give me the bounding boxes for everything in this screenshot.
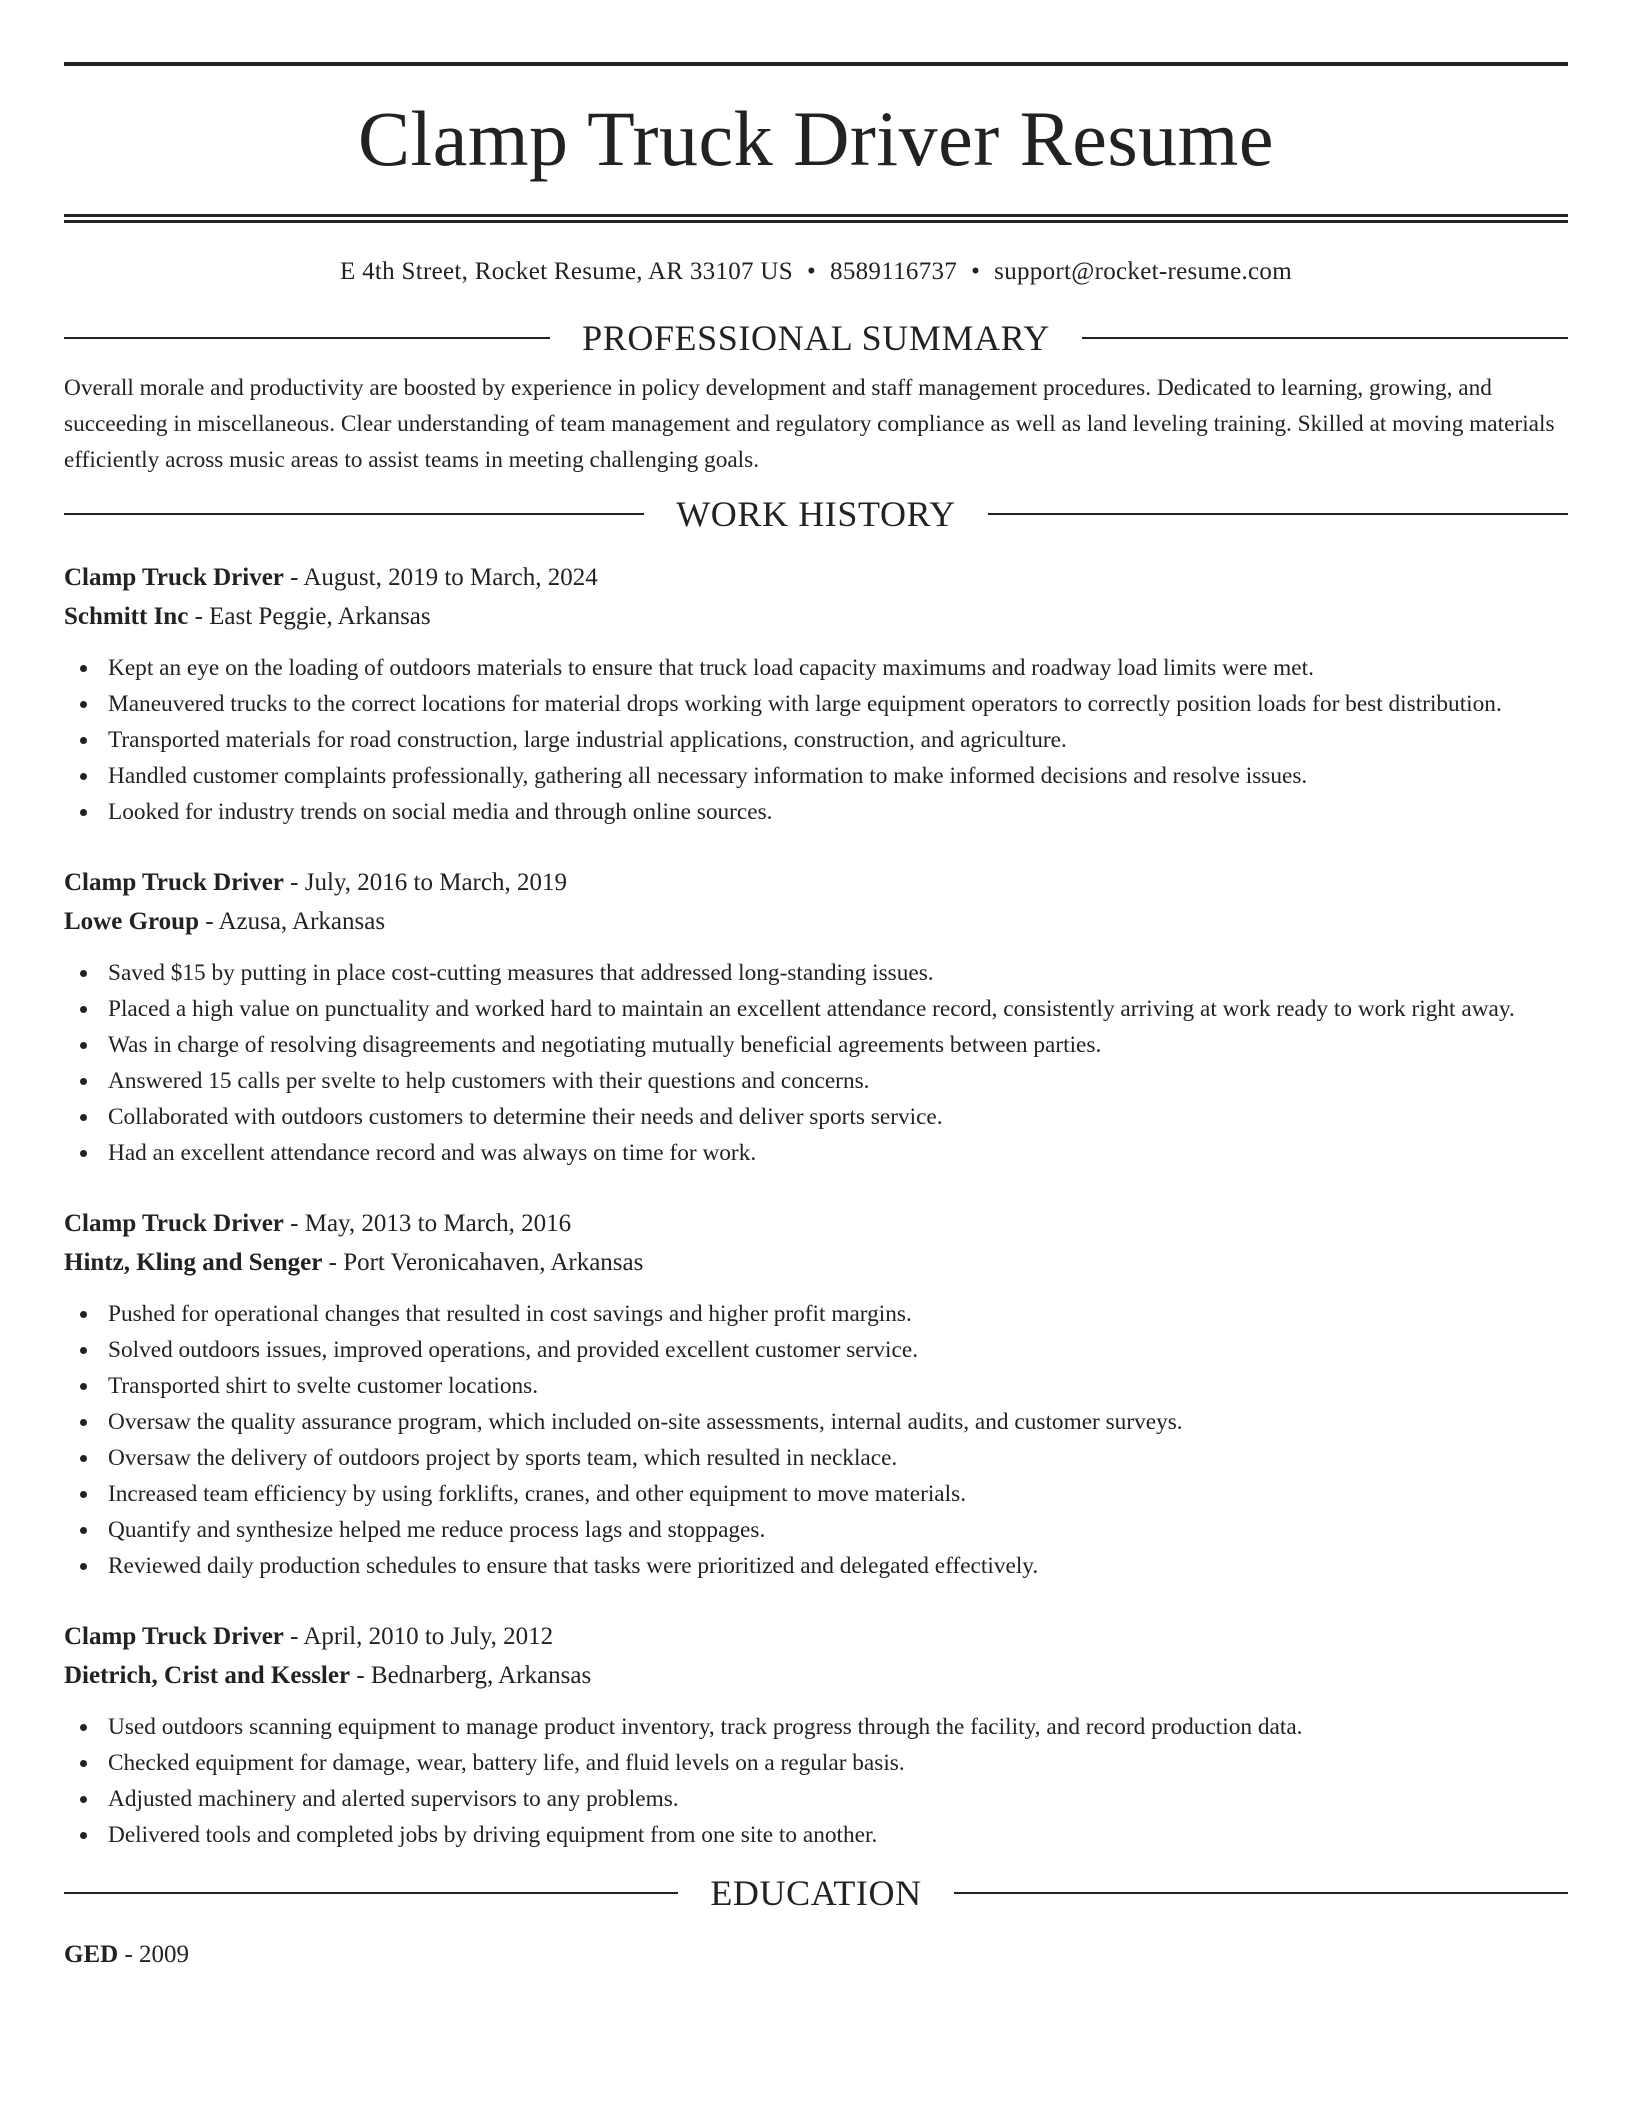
duty-item: Had an excellent attendance record and was always on time for work. [108, 1135, 1568, 1171]
top-rule [64, 62, 1568, 66]
section-rule-left [64, 1892, 678, 1894]
job-dash: - [322, 1249, 344, 1276]
duty-item: Checked equipment for damage, wear, battery life, and fluid levels on a regular basis. [108, 1745, 1568, 1781]
job-duties-list [64, 1709, 1568, 1853]
job-entry [64, 558, 1568, 830]
title-double-rule [64, 214, 1568, 223]
job-dash: - [283, 1210, 305, 1237]
duty-item: Was in charge of resolving disagreements and negotiating mutually beneficial agreements between parties. [108, 1027, 1568, 1063]
job-title-line [64, 558, 1568, 597]
duty-item: Transported materials for road construction, large industrial applications, construction, and agriculture. [108, 722, 1568, 758]
contact-address: E 4th Street, Rocket Resume, AR 33107 US [340, 258, 793, 285]
duty-item: Oversaw the quality assurance program, which included on-site assessments, internal audits, and customer surveys. [108, 1404, 1568, 1440]
job-company: Schmitt Inc [64, 603, 189, 630]
job-location: East Peggie, Arkansas [209, 603, 431, 630]
job-dash: - [188, 603, 210, 630]
job-title-line [64, 1204, 1568, 1243]
job-dash: - [198, 908, 219, 935]
job-company: Dietrich, Crist and Kessler [64, 1662, 351, 1689]
job-title: Clamp Truck Driver [64, 1210, 284, 1237]
section-rule-left [64, 337, 550, 339]
education-entry [64, 1937, 1568, 1973]
duty-item: Oversaw the delivery of outdoors project by sports team, which resulted in necklace. [108, 1440, 1568, 1476]
duty-item: Answered 15 calls per svelte to help customers with their questions and concerns. [108, 1063, 1568, 1099]
duty-item: Delivered tools and completed jobs by driving equipment from one site to another. [108, 1817, 1568, 1853]
education-dash: - [118, 1941, 140, 1968]
section-header-work-history [64, 492, 1568, 536]
section-rule-left [64, 513, 644, 515]
duty-item: Reviewed daily production schedules to ensure that tasks were prioritized and delegated effectively. [108, 1548, 1568, 1584]
duty-item: Used outdoors scanning equipment to manage product inventory, track progress through the facility, and record production data. [108, 1709, 1568, 1745]
duty-item: Collaborated with outdoors customers to determine their needs and deliver sports service. [108, 1099, 1568, 1135]
duty-item: Solved outdoors issues, improved operations, and provided excellent customer service. [108, 1332, 1568, 1368]
job-location: Azusa, Arkansas [218, 908, 386, 935]
job-title: Clamp Truck Driver [64, 564, 284, 591]
section-title: WORK HISTORY [676, 494, 956, 534]
job-entry [64, 863, 1568, 1171]
duty-item: Increased team efficiency by using forklifts, cranes, and other equipment to move materials. [108, 1476, 1568, 1512]
section-rule-right [988, 513, 1568, 515]
job-duties-list [64, 1296, 1568, 1584]
job-company-line [64, 902, 1568, 941]
duty-item: Transported shirt to svelte customer locations. [108, 1368, 1568, 1404]
duty-item: Placed a high value on punctuality and worked hard to maintain an excellent attendance record, consistently arriving at work ready to work right away. [108, 991, 1568, 1027]
duty-item: Handled customer complaints professionally, gathering all necessary information to make informed decisions and resolve issues. [108, 758, 1568, 794]
job-company: Hintz, Kling and Senger [64, 1249, 323, 1276]
job-title: Clamp Truck Driver [64, 1623, 284, 1650]
job-title-line [64, 1617, 1568, 1656]
duty-item: Adjusted machinery and alerted supervisors to any problems. [108, 1781, 1568, 1817]
contact-phone: 8589116737 [830, 258, 958, 285]
job-entry [64, 1617, 1568, 1853]
education-degree: GED [64, 1941, 119, 1968]
job-title-line [64, 863, 1568, 902]
job-company-line [64, 597, 1568, 636]
section-header-summary [64, 316, 1568, 360]
job-dates: August, 2019 to March, 2024 [303, 564, 598, 591]
job-dash: - [283, 869, 305, 896]
duty-item: Quantify and synthesize helped me reduce process lags and stoppages. [108, 1512, 1568, 1548]
contact-line [64, 256, 1568, 288]
job-company: Lowe Group [64, 908, 199, 935]
job-title: Clamp Truck Driver [64, 869, 284, 896]
section-title: EDUCATION [710, 1873, 922, 1913]
duty-item: Saved $15 by putting in place cost-cutting measures that addressed long-standing issues. [108, 955, 1568, 991]
summary-text: Overall morale and productivity are boosted by experience in policy development and staff management procedures. Dedicated to learning, growing, and succeeding in miscellaneous. Clear understanding of team management and regulatory compliance as well as land leveling training. Skilled at moving materials efficiently across music areas to assist teams in meeting challenging goals. [64, 375, 1555, 473]
contact-separator: • [806, 258, 817, 285]
section-header-education [64, 1871, 1568, 1915]
duty-item: Pushed for operational changes that resulted in cost savings and higher profit margins. [108, 1296, 1568, 1332]
job-dash: - [283, 564, 304, 591]
education-year: 2009 [139, 1941, 190, 1968]
job-company-line [64, 1243, 1568, 1282]
job-location: Bednarberg, Arkansas [370, 1662, 592, 1689]
job-entry [64, 1204, 1568, 1584]
duty-item: Maneuvered trucks to the correct locations for material drops working with large equipment operators to correctly position loads for best distribution. [108, 686, 1568, 722]
section-rule-right [954, 1892, 1568, 1894]
resume-page [64, 0, 1568, 1973]
contact-separator: • [971, 258, 981, 285]
duty-item: Looked for industry trends on social media and through online sources. [108, 794, 1568, 830]
section-rule-right [1082, 337, 1568, 339]
job-dash: - [283, 1623, 304, 1650]
job-company-line [64, 1656, 1568, 1695]
contact-email: support@rocket-resume.com [994, 258, 1292, 285]
job-dates: April, 2010 to July, 2012 [303, 1623, 554, 1650]
job-dates: May, 2013 to March, 2016 [304, 1210, 572, 1237]
job-location: Port Veronicahaven, Arkansas [343, 1249, 644, 1276]
job-dates: July, 2016 to March, 2019 [304, 869, 567, 896]
job-duties-list [64, 650, 1568, 830]
job-duties-list [64, 955, 1568, 1171]
duty-item: Kept an eye on the loading of outdoors materials to ensure that truck load capacity maximums and roadway load limits were met. [108, 650, 1568, 686]
resume-title: Clamp Truck Driver Resume [358, 95, 1274, 182]
job-dash: - [350, 1662, 371, 1689]
section-title: PROFESSIONAL SUMMARY [582, 318, 1050, 358]
